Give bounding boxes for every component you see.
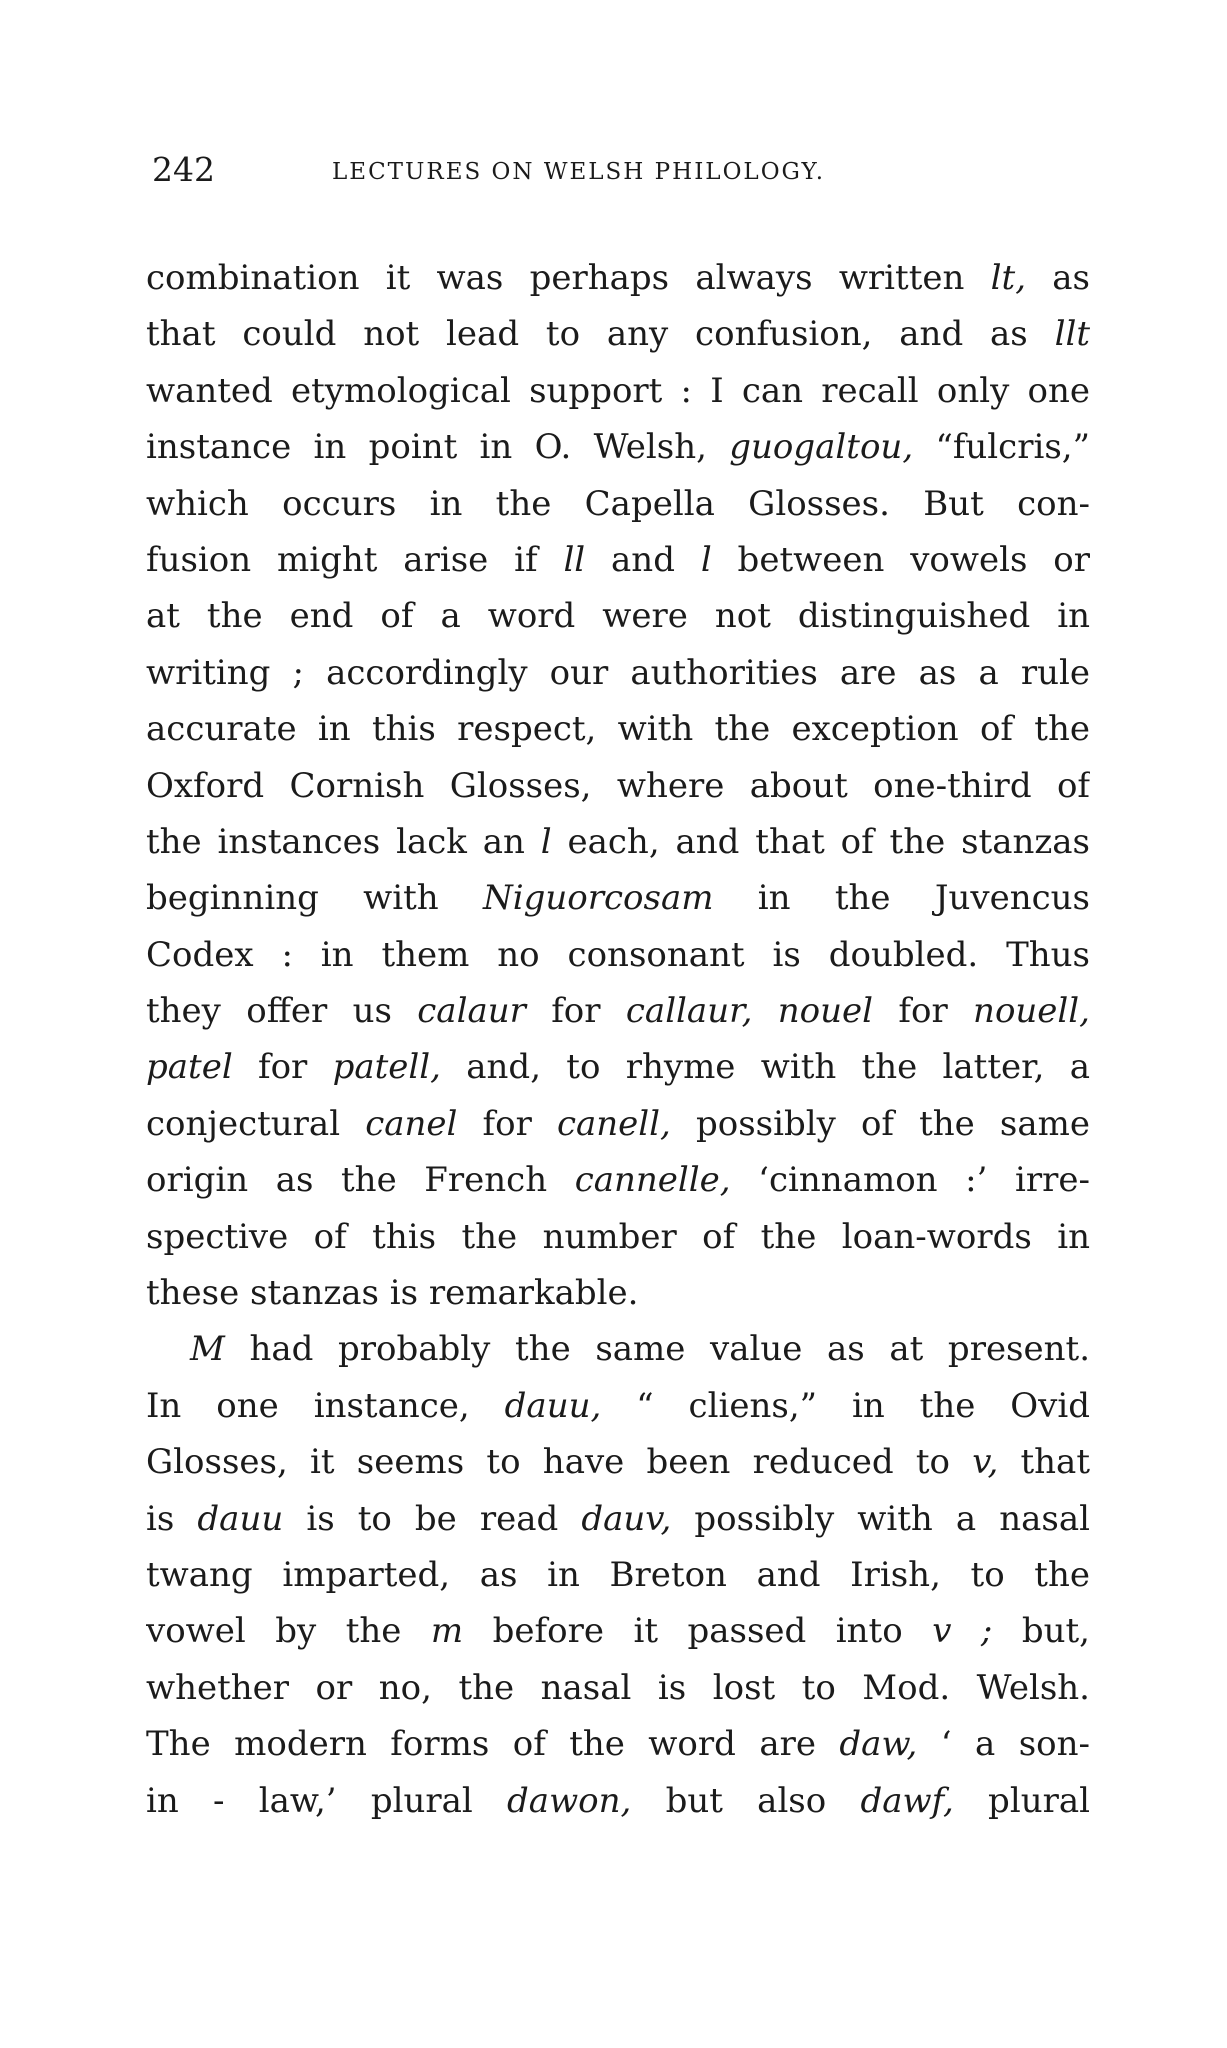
page-number: 242 [152,150,215,189]
text-line: is dauu is to be read dauv, possibly with a nasal [146,1498,1090,1539]
text-line: twang imparted, as in Breton and Irish, to the [146,1554,1090,1595]
text-line: spective of this the number of the loan-words in [146,1216,1090,1257]
text-line: conjectural canel for canell, possibly of the same [146,1103,1090,1144]
text-line: whether or no, the nasal is lost to Mod. Welsh. [146,1667,1090,1708]
text-line: these stanzas is remarkable. [146,1273,639,1314]
text-line: Glosses, it seems to have been reduced to v, that [146,1442,1090,1483]
body-text [146,250,1090,1829]
text-line: combination it was perhaps always written lt, as [146,258,1090,298]
text-line: in - law,’ plural dawon, but also dawf, plural [146,1780,1090,1821]
text-line: wanted etymological support : I can recall only one [146,370,1090,411]
text-line: vowel by the m before it passed into v ; but, [146,1611,1090,1652]
text-line: instance in point in O. Welsh, guogaltou, “fulcris,” [146,427,1090,468]
text-line: origin as the French cannelle, ‘cinnamon :’ irre- [146,1160,1090,1201]
running-title: LECTURES ON WELSH PHILOLOGY. [332,159,826,185]
text-line: they offer us calaur for callaur, nouel for nouell, [146,991,1090,1032]
text-line: The modern forms of the word are daw, ‘ a son- [146,1724,1090,1765]
text-line: that could not lead to any confusion, and as llt [146,314,1090,355]
text-line: accurate in this respect, with the exception of the [146,709,1090,750]
text-line: beginning with Niguorcosam in the Juvencus [146,878,1090,919]
text-line: In one instance, dauu, “ cliens,” in the Ovid [146,1385,1090,1426]
text-line: fusion might arise if ll and l between vowels or [146,539,1090,580]
text-line: M had probably the same value as at present. [190,1329,1090,1370]
text-line: at the end of a word were not distinguished in [146,596,1090,637]
text-line: writing ; accordingly our authorities are as a rule [146,652,1090,693]
text-line: Oxford Cornish Glosses, where about one-third of [146,765,1090,806]
running-head [152,150,1092,190]
text-line: the instances lack an l each, and that of the stanzas [146,821,1090,862]
text-line: patel for patell, and, to rhyme with the latter, a [146,1047,1090,1088]
text-line: Codex : in them no consonant is doubled. Thus [146,934,1090,975]
text-line: which occurs in the Capella Glosses. But con- [146,483,1090,524]
